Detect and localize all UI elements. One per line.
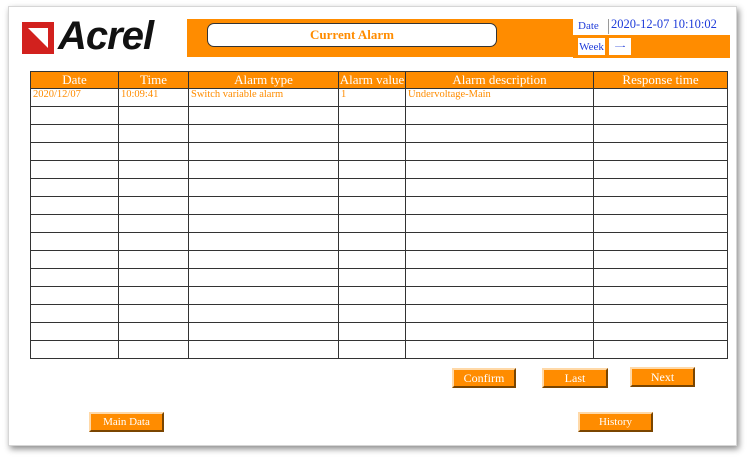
column-header-alarm-description: Alarm description (406, 72, 594, 89)
cell-date (31, 161, 119, 179)
cell-alarm-description: Undervoltage-Main (406, 89, 594, 107)
cell-response-time (594, 269, 728, 287)
table-row[interactable] (31, 197, 728, 215)
table-row[interactable] (31, 89, 728, 107)
cell-alarm-description (406, 233, 594, 251)
cell-alarm-value (339, 305, 406, 323)
cell-alarm-type (189, 161, 339, 179)
table-row[interactable] (31, 287, 728, 305)
cell-response-time (594, 161, 728, 179)
alarm-table (30, 71, 728, 359)
table-row[interactable] (31, 341, 728, 359)
column-header-date: Date (31, 72, 119, 89)
header-bar (187, 19, 573, 57)
page-title: Current Alarm (207, 23, 497, 47)
acrel-logo (22, 14, 182, 58)
cell-date (31, 251, 119, 269)
date-label: Date (578, 20, 599, 32)
cell-date (31, 197, 119, 215)
cell-response-time (594, 287, 728, 305)
column-header-time: Time (119, 72, 189, 89)
table-row[interactable] (31, 269, 728, 287)
cell-alarm-description (406, 179, 594, 197)
cell-alarm-value (339, 269, 406, 287)
cell-alarm-description (406, 125, 594, 143)
cell-time (119, 161, 189, 179)
cell-alarm-type (189, 179, 339, 197)
cell-time (119, 269, 189, 287)
cell-alarm-description (406, 323, 594, 341)
cell-response-time (594, 305, 728, 323)
cell-alarm-description (406, 251, 594, 269)
cell-date: 2020/12/07 (31, 89, 119, 107)
cell-response-time (594, 233, 728, 251)
cell-time (119, 215, 189, 233)
cell-alarm-description (406, 197, 594, 215)
cell-alarm-type (189, 251, 339, 269)
table-row[interactable] (31, 143, 728, 161)
cell-alarm-description (406, 143, 594, 161)
cell-alarm-description (406, 269, 594, 287)
column-header-alarm-value: Alarm value (339, 72, 405, 87)
cell-time (119, 197, 189, 215)
cell-alarm-value (339, 125, 406, 143)
cell-date (31, 143, 119, 161)
cell-date (31, 233, 119, 251)
table-row[interactable] (31, 233, 728, 251)
cell-time (119, 143, 189, 161)
cell-time (119, 323, 189, 341)
next-button[interactable]: Next (630, 367, 695, 387)
cell-alarm-value (339, 287, 406, 305)
cell-time (119, 305, 189, 323)
table-header-row (31, 72, 728, 89)
cell-alarm-type (189, 125, 339, 143)
cell-response-time (594, 341, 728, 359)
cell-date (31, 269, 119, 287)
cell-date (31, 341, 119, 359)
cell-alarm-type (189, 107, 339, 125)
main-data-button[interactable]: Main Data (89, 412, 164, 432)
cell-alarm-description (406, 287, 594, 305)
cell-alarm-value (339, 233, 406, 251)
date-divider (608, 19, 609, 34)
cell-alarm-type (189, 197, 339, 215)
cell-date (31, 179, 119, 197)
cell-time (119, 233, 189, 251)
cell-alarm-value (339, 197, 406, 215)
cell-response-time (594, 179, 728, 197)
cell-response-time (594, 89, 728, 107)
last-button[interactable]: Last (542, 368, 608, 388)
cell-alarm-type (189, 215, 339, 233)
cell-alarm-type (189, 341, 339, 359)
cell-response-time (594, 323, 728, 341)
cell-date (31, 287, 119, 305)
cell-alarm-type (189, 305, 339, 323)
cell-alarm-description (406, 305, 594, 323)
table-row[interactable] (31, 179, 728, 197)
cell-response-time (594, 215, 728, 233)
cell-alarm-type (189, 233, 339, 251)
cell-date (31, 107, 119, 125)
cell-time (119, 287, 189, 305)
cell-time (119, 107, 189, 125)
column-header-response-time: Response time (594, 72, 728, 89)
cell-alarm-value (339, 251, 406, 269)
logo-text: Acrel (58, 14, 154, 58)
table-row[interactable] (31, 107, 728, 125)
cell-response-time (594, 125, 728, 143)
cell-alarm-type (189, 323, 339, 341)
cell-alarm-value (339, 143, 406, 161)
cell-alarm-description (406, 161, 594, 179)
column-header-alarm-type: Alarm type (189, 72, 339, 89)
week-label: Week (578, 38, 605, 55)
table-row[interactable] (31, 305, 728, 323)
cell-time (119, 125, 189, 143)
cell-date (31, 125, 119, 143)
cell-alarm-value (339, 215, 406, 233)
cell-alarm-value (339, 323, 406, 341)
table-row[interactable] (31, 125, 728, 143)
cell-alarm-description (406, 107, 594, 125)
cell-time (119, 341, 189, 359)
table-row[interactable] (31, 323, 728, 341)
date-value: 2020-12-07 10:10:02 (611, 17, 717, 31)
cell-alarm-value (339, 179, 406, 197)
cell-alarm-value: 1 (339, 89, 406, 107)
week-value: 一 (609, 38, 631, 55)
cell-alarm-value (339, 161, 406, 179)
cell-date (31, 305, 119, 323)
cell-time (119, 179, 189, 197)
cell-alarm-value (339, 107, 406, 125)
cell-date (31, 323, 119, 341)
datetime-panel (573, 16, 730, 58)
cell-alarm-description (406, 215, 594, 233)
cell-response-time (594, 143, 728, 161)
cell-response-time (594, 251, 728, 269)
cell-alarm-type (189, 143, 339, 161)
cell-response-time (594, 197, 728, 215)
cell-time: 10:09:41 (119, 89, 189, 107)
logo-mark-icon (22, 22, 54, 54)
history-button[interactable]: History (578, 412, 653, 432)
table-row[interactable] (31, 161, 728, 179)
cell-alarm-type: Switch variable alarm (189, 89, 339, 107)
cell-alarm-value (339, 341, 406, 359)
table-row[interactable] (31, 251, 728, 269)
cell-date (31, 215, 119, 233)
cell-alarm-type (189, 269, 339, 287)
cell-time (119, 251, 189, 269)
cell-alarm-description (406, 341, 594, 359)
confirm-button[interactable]: Confirm (452, 368, 516, 388)
cell-alarm-type (189, 287, 339, 305)
table-row[interactable] (31, 215, 728, 233)
cell-response-time (594, 107, 728, 125)
